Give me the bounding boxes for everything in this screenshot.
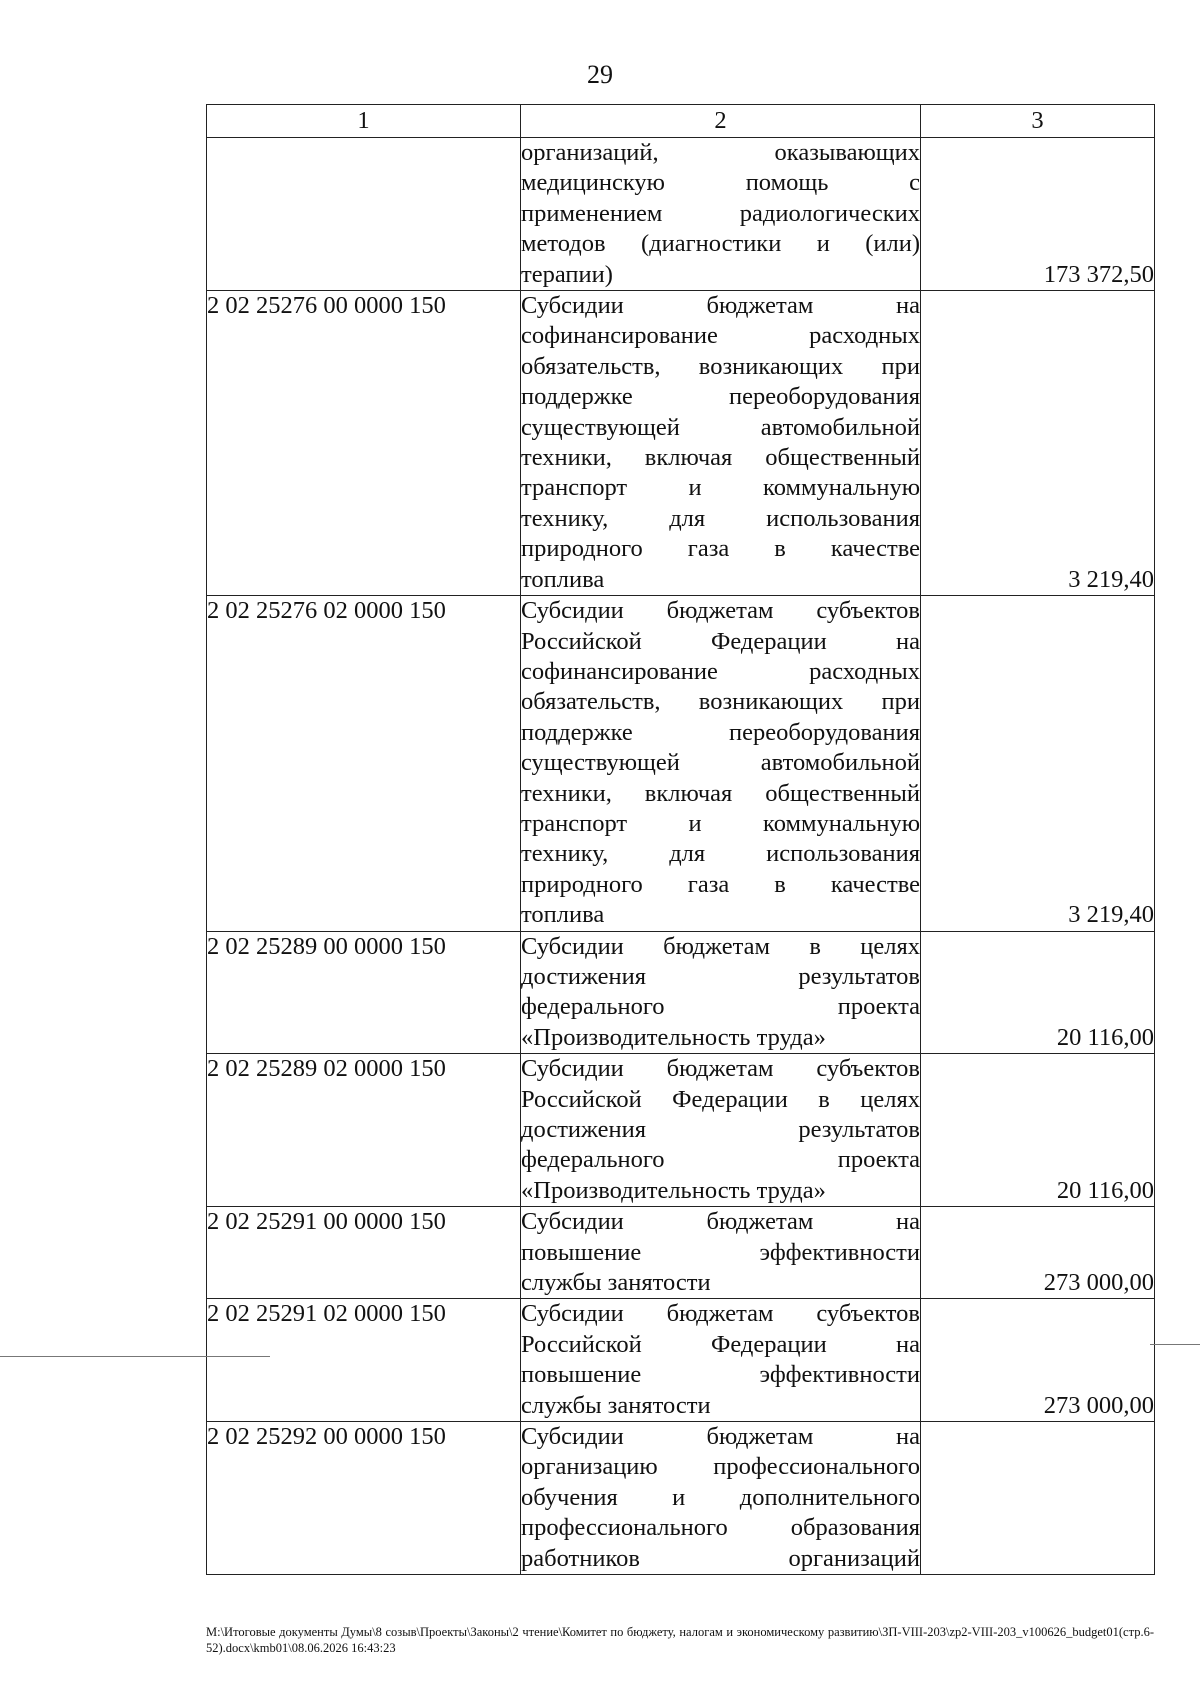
column-header-2: 2: [521, 105, 921, 138]
description-line: Субсидии бюджетам на: [521, 1208, 920, 1236]
budget-code-cell: [207, 138, 521, 291]
description-line: существующей автомобильной: [521, 749, 920, 777]
description-line: Субсидии бюджетам субъектов: [521, 1300, 920, 1328]
description-line: Субсидии бюджетам субъектов: [521, 597, 920, 625]
file-path-footer: M:\Итоговые документы Думы\8 созыв\Проекты\Законы\2 чтение\Комитет по бюджету, налогам и экономическому развитию\ЗП-VIII-203\zp2-VIII-203_v100626_budget01(стр.6-52).docx\kmb01\08.06.2026 16:43:23: [206, 1625, 1154, 1655]
amount-cell: 20 116,00: [921, 931, 1155, 1054]
table-row: [207, 1299, 1155, 1422]
description-line: техники, включая общественный: [521, 779, 920, 807]
description-line: Субсидии бюджетам в целях: [521, 932, 920, 960]
description-line: работников организаций: [521, 1544, 920, 1572]
description-line: повышение эффективности: [521, 1238, 920, 1266]
description-cell: [521, 1422, 921, 1575]
amount-cell: 273 000,00: [921, 1299, 1155, 1422]
description-line: повышение эффективности: [521, 1361, 920, 1389]
scan-line-left: [0, 1356, 270, 1357]
table-body: [207, 138, 1155, 1575]
budget-table: [206, 104, 1155, 1575]
amount-cell: 3 219,40: [921, 596, 1155, 931]
description-line: медицинскую помощь с: [521, 169, 920, 197]
description-line: природного газа в качестве: [521, 535, 920, 563]
budget-code-cell: 2 02 25289 00 0000 150: [207, 931, 521, 1054]
description-line: профессионального образования: [521, 1514, 920, 1542]
column-header-1: 1: [207, 105, 521, 138]
description-line: Российской Федерации в целях: [521, 1085, 920, 1113]
description-line: организаций, оказывающих: [521, 139, 920, 166]
description-line: «Производительность труда»: [521, 1176, 826, 1204]
description-line: федерального проекта: [521, 993, 920, 1021]
scan-line-right: [1150, 1344, 1200, 1345]
description-cell: [521, 291, 921, 596]
description-line: Российской Федерации на: [521, 627, 920, 655]
description-line: достижения результатов: [521, 962, 920, 990]
table-row: [207, 596, 1155, 931]
description-line: топлива: [521, 565, 605, 593]
table-row: [207, 138, 1155, 291]
table-row: [207, 1422, 1155, 1575]
budget-code-cell: 2 02 25289 02 0000 150: [207, 1054, 521, 1207]
description-line: технику, для использования: [521, 840, 920, 868]
description-line: софинансирование расходных: [521, 657, 920, 685]
budget-code-cell: 2 02 25276 02 0000 150: [207, 596, 521, 931]
description-line: достижения результатов: [521, 1116, 920, 1143]
description-line: Субсидии бюджетам на: [521, 292, 920, 320]
description-line: поддержке переоборудования: [521, 383, 920, 411]
description-line: службы занятости: [521, 1391, 711, 1419]
amount-cell: 273 000,00: [921, 1207, 1155, 1299]
description-line: обучения и дополнительного: [521, 1483, 920, 1511]
description-line: «Производительность труда»: [521, 1023, 826, 1051]
amount-cell: 20 116,00: [921, 1054, 1155, 1207]
page-number: 29: [587, 60, 613, 89]
table-row: [207, 291, 1155, 596]
description-line: Российской Федерации на: [521, 1330, 920, 1358]
description-line: организацию профессионального: [521, 1453, 920, 1481]
description-line: применением радиологических: [521, 199, 920, 227]
description-line: Субсидии бюджетам на: [521, 1423, 920, 1451]
description-line: службы занятости: [521, 1269, 711, 1297]
table-row: [207, 1054, 1155, 1207]
description-line: топлива: [521, 901, 605, 929]
description-line: поддержке переоборудования: [521, 718, 920, 746]
description-cell: [521, 1054, 921, 1207]
description-line: терапии): [521, 260, 613, 288]
description-line: технику, для использования: [521, 504, 920, 532]
description-cell: [521, 1207, 921, 1299]
budget-code-cell: 2 02 25276 00 0000 150: [207, 291, 521, 596]
description-line: обязательств, возникающих при: [521, 688, 920, 716]
amount-cell: 3 219,40: [921, 291, 1155, 596]
table-header-row: [207, 105, 1155, 138]
table-row: [207, 931, 1155, 1054]
description-line: техники, включая общественный: [521, 444, 920, 472]
table-row: [207, 1207, 1155, 1299]
amount-cell: 173 372,50: [921, 138, 1155, 291]
description-line: софинансирование расходных: [521, 322, 920, 350]
description-line: федерального проекта: [521, 1146, 920, 1174]
budget-code-cell: 2 02 25292 00 0000 150: [207, 1422, 521, 1575]
column-header-3: 3: [921, 105, 1155, 138]
description-line: методов (диагностики и (или): [521, 230, 920, 258]
description-cell: [521, 1299, 921, 1422]
description-cell: [521, 138, 921, 291]
description-cell: [521, 931, 921, 1054]
description-line: Субсидии бюджетам субъектов: [521, 1055, 920, 1083]
description-line: природного газа в качестве: [521, 870, 920, 898]
description-line: существующей автомобильной: [521, 413, 920, 441]
description-line: транспорт и коммунальную: [521, 809, 920, 837]
description-cell: [521, 596, 921, 931]
budget-code-cell: 2 02 25291 00 0000 150: [207, 1207, 521, 1299]
amount-cell: [921, 1422, 1155, 1575]
description-line: обязательств, возникающих при: [521, 352, 920, 380]
description-line: транспорт и коммунальную: [521, 474, 920, 502]
budget-code-cell: 2 02 25291 02 0000 150: [207, 1299, 521, 1422]
